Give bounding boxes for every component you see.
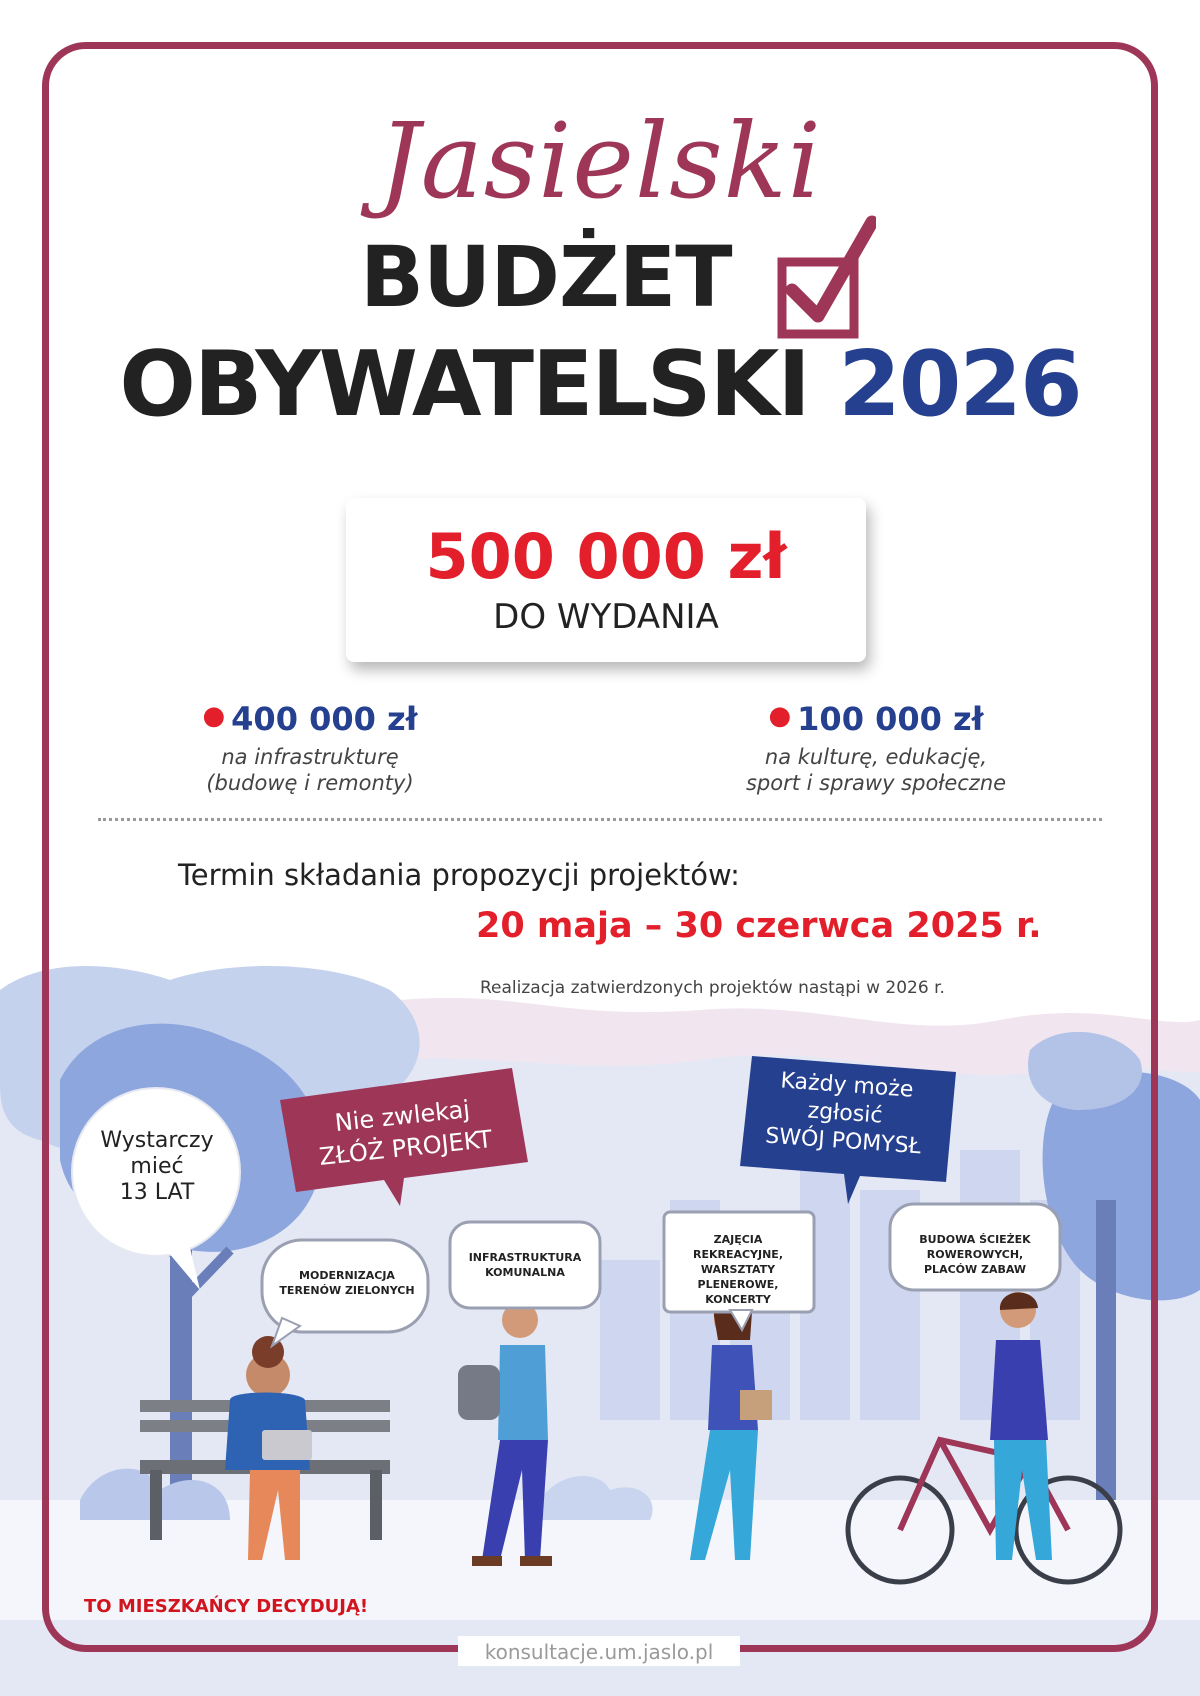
split-infrastructure-amount — [100, 700, 520, 738]
title-obywatelski-text: OBYWATELSKI — [119, 332, 809, 437]
bubble-zajecia-line1: ZAJĘCIA REKREACYJNE, — [692, 1233, 784, 1261]
bubble-modernizacja-line1: MODERNIZACJA — [299, 1269, 395, 1282]
bullet-dot-icon: ● — [202, 701, 226, 731]
bubble-budowa-line3: PLACÓW ZABAW — [924, 1263, 1026, 1276]
bubble-infrastruktura-line2: KOMUNALNA — [485, 1266, 565, 1279]
title-obywatelski — [0, 332, 1200, 437]
bubble-budowa-line2: ROWEROWYCH, — [926, 1248, 1024, 1261]
split-infrastructure-amount-text: 400 000 zł — [231, 700, 418, 738]
bubble-infrastruktura — [460, 1250, 590, 1280]
bubble-kazdy — [737, 1065, 952, 1163]
realization-note: Realizacja zatwierdzonych projektów nastąpi w 2026 r. — [480, 978, 945, 998]
bubble-wystarczy-line2: mieć — [130, 1154, 184, 1179]
bubble-zajecia-line2: WARSZTATY — [700, 1263, 776, 1276]
bullet-dot-icon: ● — [768, 701, 792, 731]
split-social-amount — [666, 700, 1086, 738]
bubble-kazdy-line2: zgłosić — [806, 1098, 884, 1129]
bubble-wystarczy — [82, 1128, 232, 1206]
deadline-dates: 20 maja – 30 czerwca 2025 r. — [476, 906, 1042, 946]
deadline-label: Termin składania propozycji projektów: — [178, 858, 740, 892]
split-infrastructure — [100, 700, 520, 796]
dotted-divider — [98, 818, 1102, 821]
bubble-zajecia — [668, 1232, 808, 1307]
bubble-zwlekaj-line2: ZŁÓŻ PROJEKT — [317, 1124, 494, 1171]
slogan-residents-decide: TO MIESZKAŃCY DECYDUJĄ! — [84, 1596, 369, 1617]
title-jasielski: Jasielski — [378, 100, 822, 222]
title-budzet: BUDŻET — [360, 228, 732, 326]
split-social-desc-line2: sport i sprawy społeczne — [745, 771, 1007, 795]
bubble-budowa-line1: BUDOWA ŚCIEŻEK — [919, 1233, 1031, 1246]
bubble-wystarczy-line3: 13 LAT — [119, 1180, 195, 1205]
title-year: 2026 — [838, 332, 1081, 437]
bubble-kazdy-line1: Każdy może — [779, 1068, 915, 1103]
bubble-zwlekaj-line1: Nie zwlekaj — [333, 1095, 472, 1138]
footer-url[interactable]: konsultacje.um.jaslo.pl — [484, 1640, 714, 1664]
bubble-budowa — [900, 1232, 1050, 1277]
split-infrastructure-desc-line2: (budowę i remonty) — [206, 771, 414, 795]
split-social — [666, 700, 1086, 796]
budget-amount-box — [346, 498, 866, 662]
budget-amount: 500 000 zł — [425, 520, 787, 593]
split-social-desc — [666, 744, 1086, 796]
split-social-desc-line1: na kulturę, edukację, — [764, 745, 988, 769]
bubble-kazdy-line3: SWÓJ POMYSŁ — [764, 1123, 922, 1160]
checkbox-check-icon — [776, 212, 876, 342]
bubble-zajecia-line4: KONCERTY — [705, 1293, 771, 1306]
split-infrastructure-desc-line1: na infrastrukturę — [221, 745, 399, 769]
bubble-modernizacja — [272, 1268, 422, 1298]
bubble-infrastruktura-line1: INFRASTRUKTURA — [468, 1251, 582, 1264]
bubble-wystarczy-line1: Wystarczy — [100, 1128, 214, 1153]
split-social-amount-text: 100 000 zł — [797, 700, 984, 738]
split-infrastructure-desc — [100, 744, 520, 796]
bubble-modernizacja-line2: TERENÓW ZIELONYCH — [279, 1284, 415, 1297]
bubble-zajecia-line3: PLENEROWE, — [697, 1278, 779, 1291]
budget-label: DO WYDANIA — [493, 597, 719, 637]
